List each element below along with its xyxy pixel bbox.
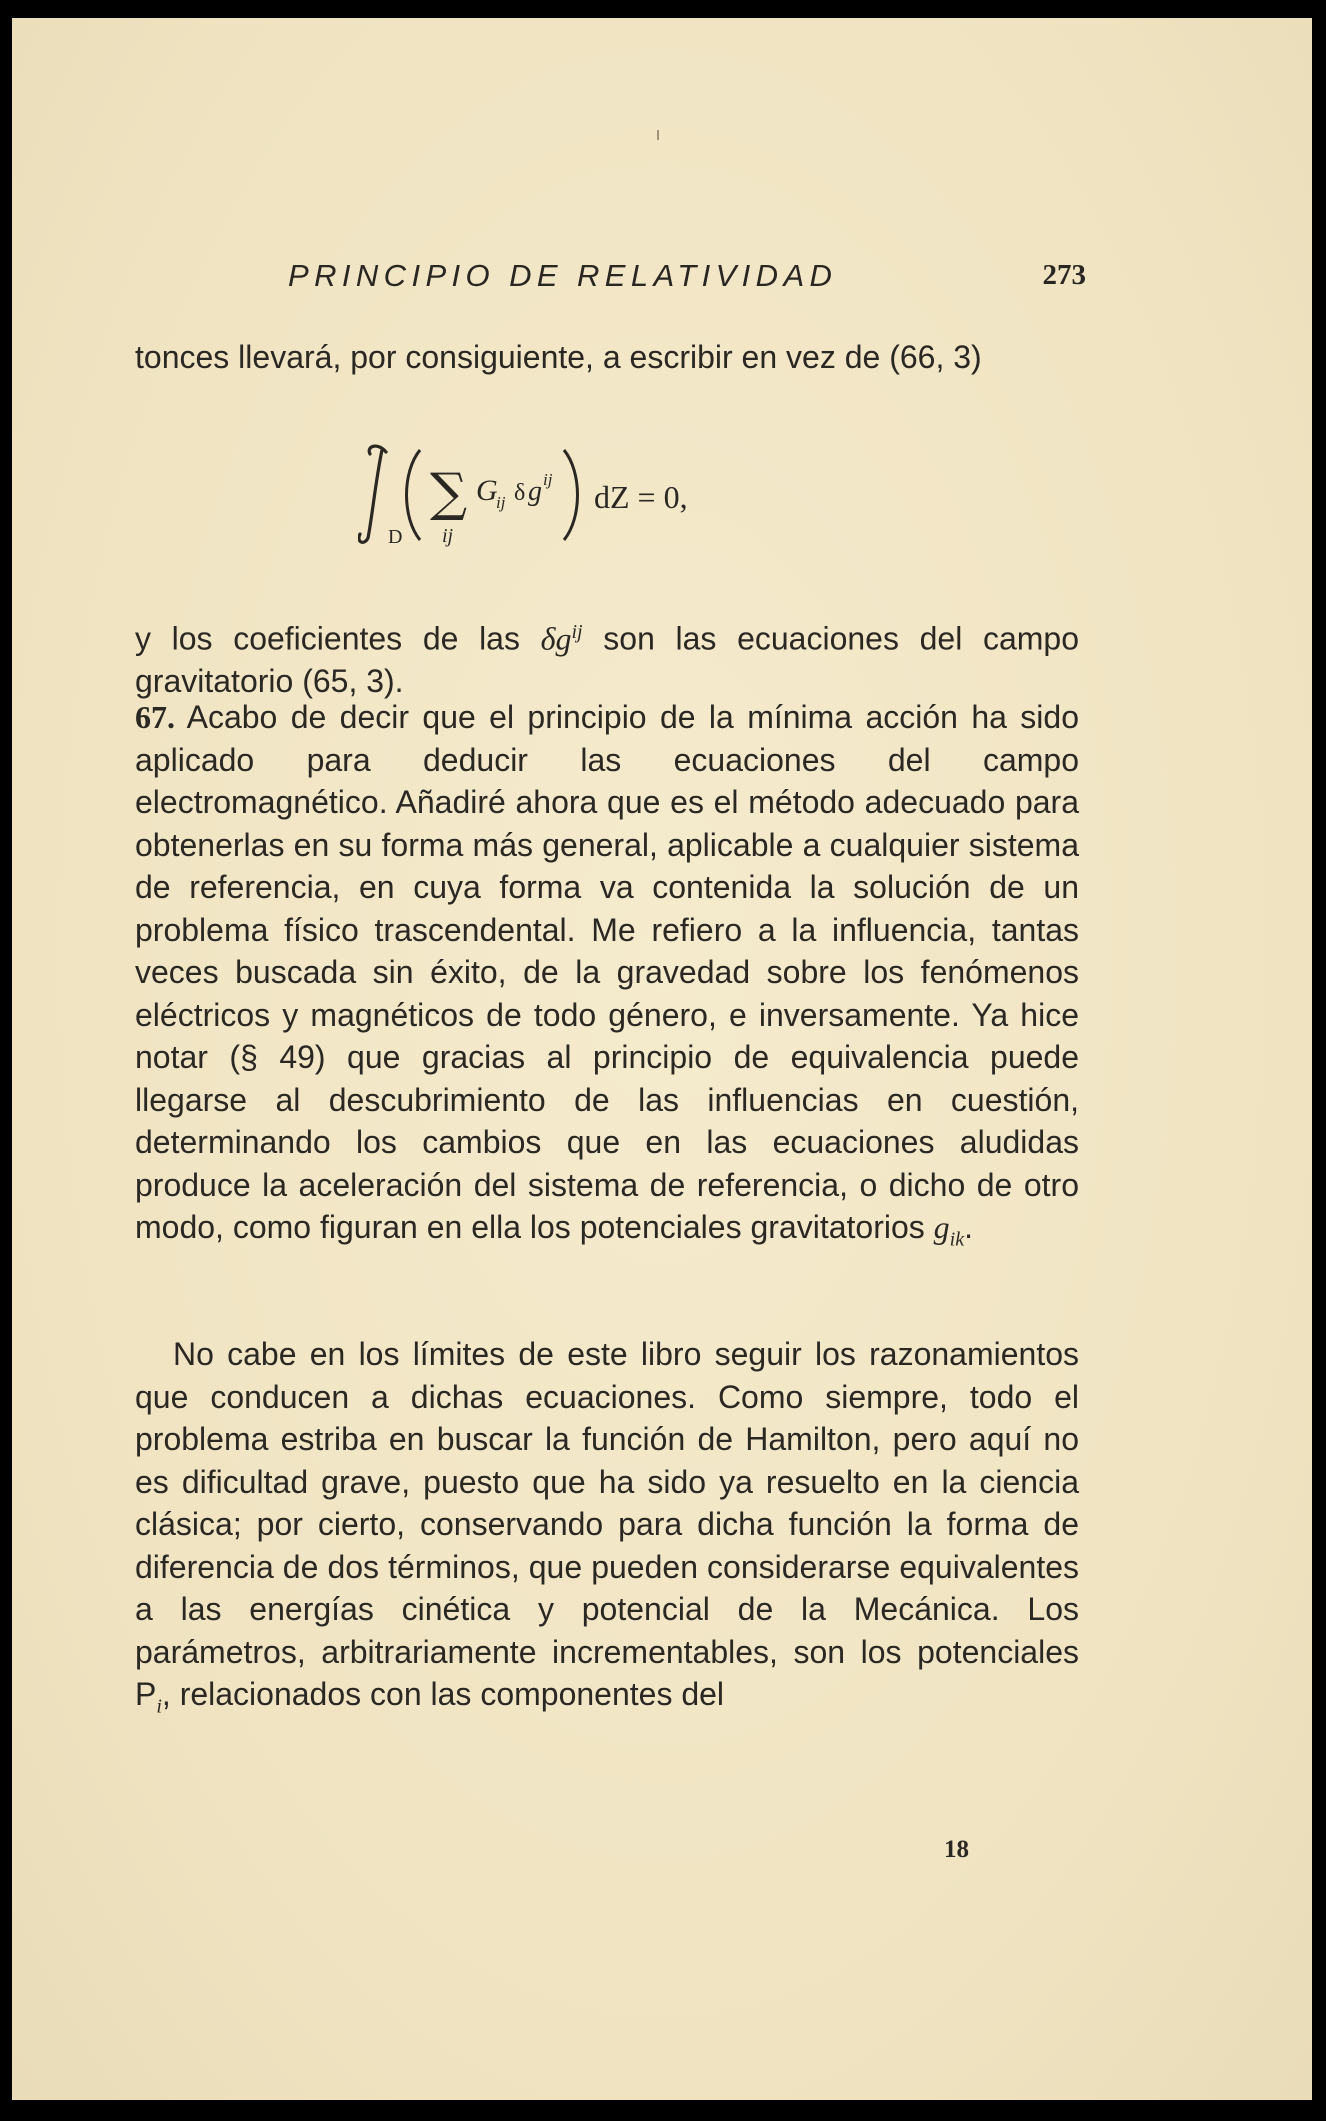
section-67-paragraph: [135, 696, 1079, 1261]
integral-sign: [359, 446, 386, 542]
delta-symbol-inline: δ: [540, 620, 556, 657]
metric-g: g: [528, 476, 542, 507]
delta-symbol: δ: [514, 480, 526, 506]
right-paren: [564, 450, 578, 540]
tensor-G-subscript: ij: [496, 493, 506, 512]
metric-g-ik: g: [933, 1209, 950, 1245]
signature-mark: 18: [944, 1836, 969, 1863]
metric-g-superscript: ij: [543, 470, 553, 489]
after-equation-paragraph: [135, 611, 1079, 703]
after-eq-text-start: y los coeficientes de las: [135, 620, 541, 657]
tensor-G: G: [476, 474, 498, 507]
metric-g-ik-subscript: ik: [949, 1228, 965, 1251]
page-number: 273: [1042, 259, 1086, 291]
ink-speck: [657, 130, 659, 140]
potential-P: P: [135, 1676, 157, 1712]
book-page: [12, 18, 1312, 2100]
paragraph-2: [135, 1333, 1079, 1728]
intro-text: tonces llevará, por consiguiente, a escribir en vez de (66, 3): [135, 339, 982, 375]
after-eq-text-end: son las ecuaciones del campo gravitatorio (65, 3).: [135, 620, 1080, 700]
metric-g-superscript-inline: ij: [571, 621, 583, 643]
section-67-text-end: .: [964, 1209, 973, 1245]
summation-sign: ∑: [430, 463, 468, 523]
left-paren: [407, 450, 421, 540]
variational-equation: [358, 438, 918, 548]
paragraph-2-text: No cabe en los límites de este libro seguir los razonamientos que conducen a dichas ecuaciones. Como siempre, todo el problema estriba en buscar la función de Hamilton, pero aquí no es dificultad grave, puesto que ha sido ya resuelto en la ciencia clásica; por cierto, conservando para dicha función la forma de diferencia de dos términos, que pueden considerarse equivalentes a las energías cinética y potencial de la Mecánica. Los parámetros, arbitrariamente incrementables, son los potenciales: [135, 1336, 1079, 1670]
differential-and-zero: dZ = 0,: [594, 479, 688, 515]
intro-paragraph: [135, 336, 1079, 379]
running-title: PRINCIPIO DE RELATIVIDAD: [288, 258, 838, 293]
potential-P-subscript: i: [156, 1695, 162, 1718]
paragraph-2-text-end: , relacionados con las componentes del: [161, 1676, 725, 1712]
running-header: [276, 258, 1086, 308]
domain-label: D: [388, 526, 403, 548]
metric-g-inline: g: [555, 620, 572, 657]
sum-index: ij: [442, 525, 454, 547]
section-67-text: Acabo de decir que el principio de la mínima acción ha sido aplicado para deducir las ecuaciones del campo electromagnético. Añadiré ahora que es el método adecuado para obtenerlas en su forma más general, aplicable a cualquier sistema de referencia, en cuya forma va contenida la solución de un problema físico trascendental. Me refiero a la influencia, tantas veces buscada sin éxito, de la gravedad sobre los fenómenos eléctricos y magnéticos de todo género, e inversamente. Ya hice notar (§ 49) que gracias al principio de equivalencia puede llegarse al descubrimiento de las influencias en cuestión, determinando los cambios que en las ecuaciones aludidas produce la aceleración del sistema de referencia, o dicho de otro modo, como figuran en ella los potenciales gravitatorios: [135, 699, 1079, 1245]
section-number: 67.: [135, 699, 175, 735]
